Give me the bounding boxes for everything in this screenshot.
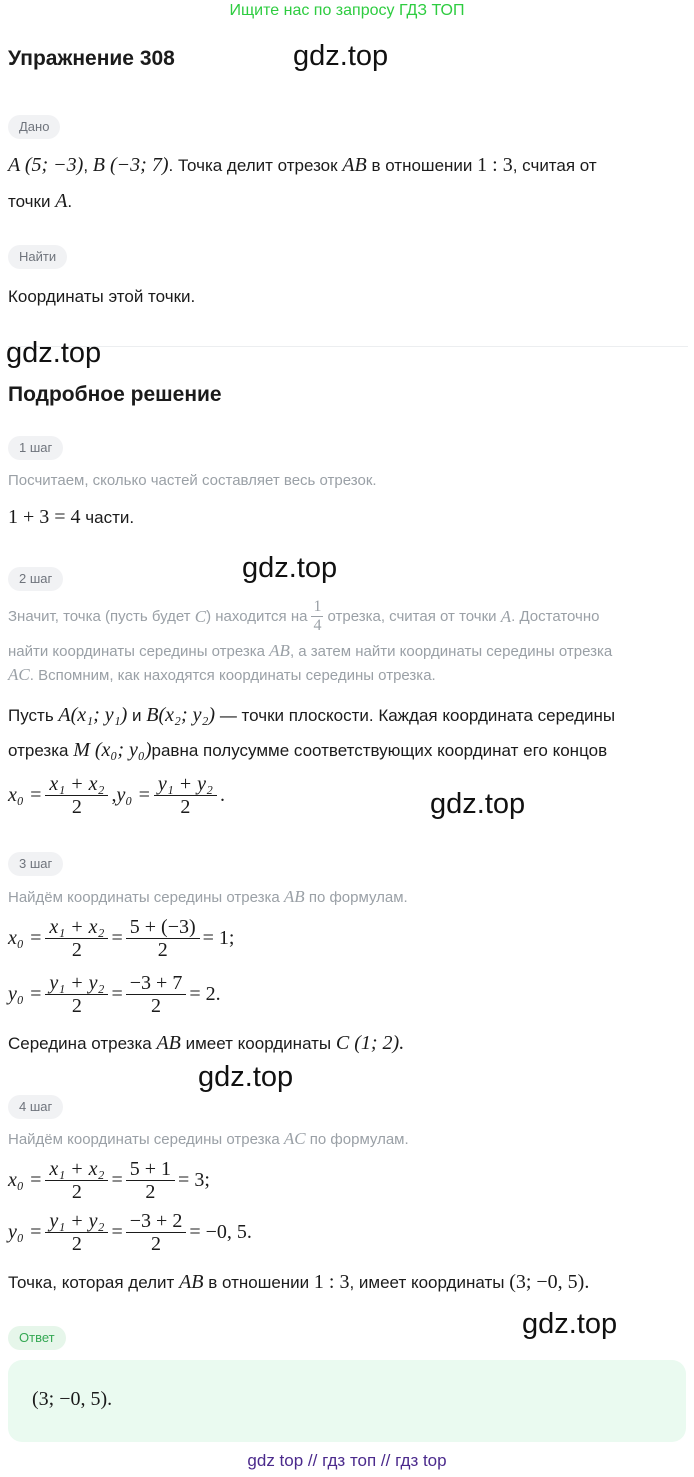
- step-3-y-equation: y₀ = $\frac{\text{y₁ + y₂}}{2}$ = $\frac{-3 + 7}{2}$ = 2.: [8, 972, 221, 1017]
- answer-value: (3; −0, 5).: [32, 1388, 113, 1410]
- find-text: Координаты этой точки.: [8, 287, 196, 306]
- step-2-line-1: Пусть A(x₁; y₁) и B(x₂; y₂) — точки плоскости. Каждая координата середины: [8, 704, 616, 726]
- answer-label: Ответ: [8, 1326, 66, 1350]
- step-2-label: 2 шаг: [8, 567, 63, 591]
- divider: [8, 346, 688, 347]
- step-4-conclusion: Точка, которая делит AB в отношении 1 : 3, имеет координаты (3; −0, 5).: [8, 1271, 590, 1293]
- answer-box: [8, 1360, 686, 1442]
- step-1-hint: Посчитаем, сколько частей составляет весь отрезок.: [8, 472, 377, 489]
- step-4-hint: Найдём координаты середины отрезка AC по формулам.: [8, 1129, 409, 1148]
- watermark: gdz.top: [6, 337, 102, 369]
- step-3-hint: Найдём координаты середины отрезка AB по формулам.: [8, 887, 408, 906]
- solution-title: Подробное решение: [8, 383, 222, 406]
- step-4-x-equation: x₀ = $\frac{\text{x₁ + x₂}}{2}$ = $\frac{5 + 1}{2}$ = 3;: [8, 1158, 210, 1203]
- watermark: gdz.top: [522, 1308, 618, 1340]
- watermark: gdz.top: [430, 788, 526, 820]
- step-2-hint-line-1: Значит, точка (пусть будет C ) находится на $\frac{1}{4}$ отрезка, считая от точки A . Достаточно: [8, 598, 600, 634]
- given-line-1: A (5; −3), B (−3; 7). Точка делит отрезок AB в отношении 1 : 3, считая от: [8, 154, 597, 176]
- footer-links[interactable]: gdz top // гдз топ // гдз top: [247, 1451, 447, 1470]
- midpoint-formula: x₀ = $\frac{\text{x₁ + x₂}}{2}$ , y₀ = $\frac{\text{y₁ + y₂}}{2}$ .: [8, 773, 225, 818]
- step-3-conclusion: Середина отрезка AB имеет координаты C (1; 2).: [8, 1032, 405, 1054]
- given-line-2: точки A.: [8, 190, 73, 212]
- watermark: gdz.top: [293, 40, 389, 72]
- step-3-label: 3 шаг: [8, 852, 63, 876]
- step-2-hint-line-2: найти координаты середины отрезка AB, а затем найти координаты середины отрезка: [8, 641, 613, 660]
- top-banner[interactable]: Ищите нас по запросу ГДЗ ТОП: [229, 2, 465, 19]
- given-label: Дано: [8, 115, 60, 139]
- watermark: gdz.top: [242, 552, 338, 584]
- step-1-label: 1 шаг: [8, 436, 63, 460]
- step-4-label: 4 шаг: [8, 1095, 63, 1119]
- step-2-hint-line-3: AC. Вспомним, как находятся координаты середины отрезка.: [8, 665, 436, 684]
- step-1-equation: 1 + 3 = 4 части.: [8, 506, 135, 528]
- watermark: gdz.top: [198, 1061, 294, 1093]
- exercise-title: Упражнение 308: [8, 47, 175, 70]
- quarter-fraction: $\frac{1}{4}$: [313, 598, 322, 634]
- step-2-line-2: отрезка M (x₀; y₀)равна полусумме соответствующих координат его концов: [8, 739, 608, 761]
- find-label: Найти: [8, 245, 67, 269]
- step-3-x-equation: x₀ = $\frac{\text{x₁ + x₂}}{2}$ = $\frac{5 + (-3)}{2}$ = 1;: [8, 916, 235, 961]
- step-4-y-equation: y₀ = $\frac{\text{y₁ + y₂}}{2}$ = $\frac{-3 + 2}{2}$ = −0, 5.: [8, 1210, 252, 1255]
